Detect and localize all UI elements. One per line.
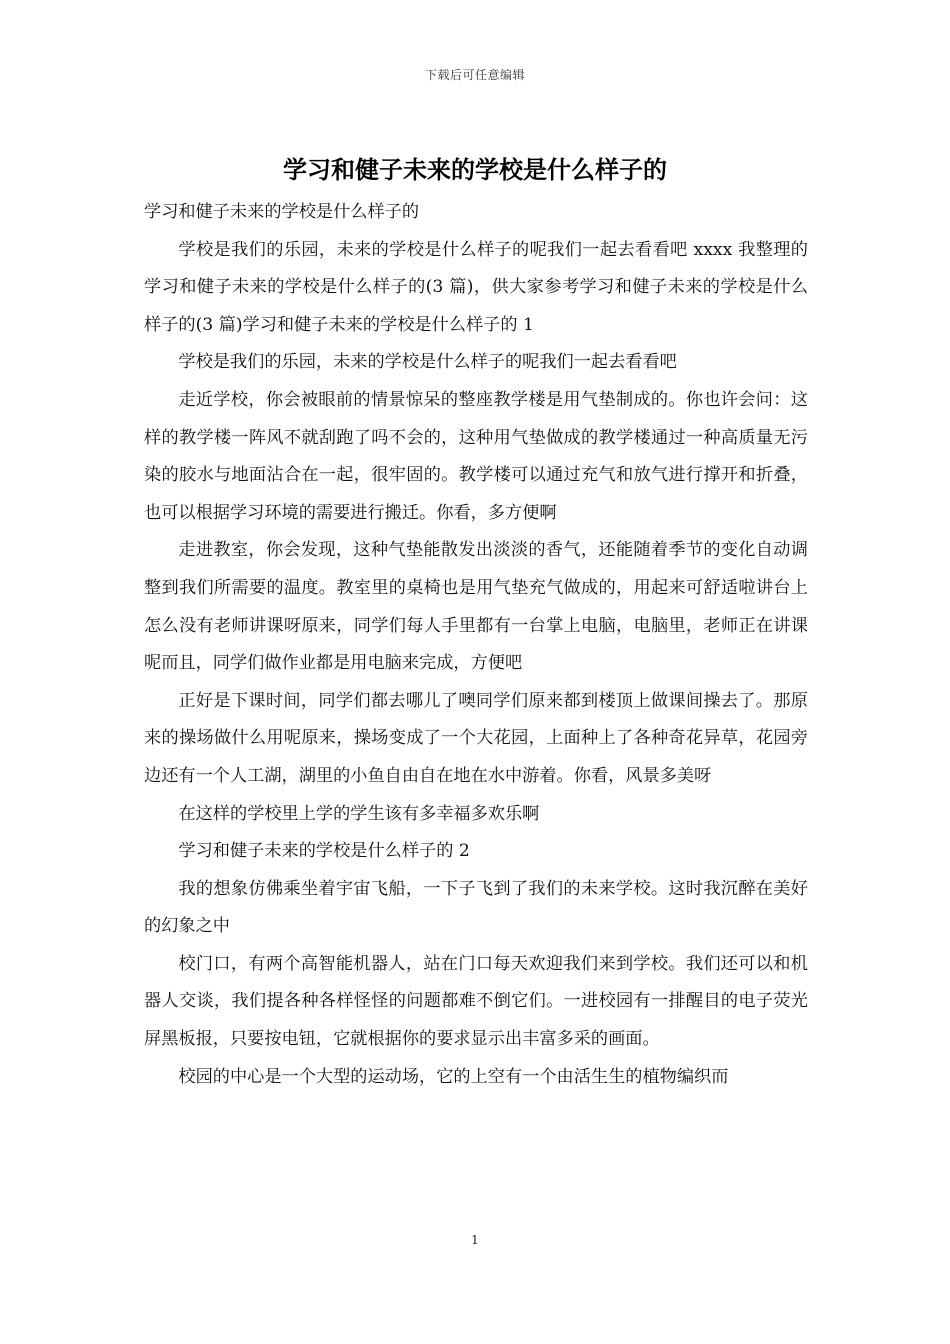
paragraph: 正好是下课时间，同学们都去哪儿了噢同学们原来都到楼顶上做课间操去了。那原来的操场做什么用呢原来，操场变成了一个大花园，上面种上了各种奇花异草，花园旁边还有一个人工湖，湖里的小鱼自由自在地在水中游着。你看，风景多美呀 bbox=[144, 690, 808, 786]
paragraph: 在这样的学校里上学的学生该有多幸福多欢乐啊 bbox=[178, 803, 540, 824]
paragraph: 学习和健子未来的学校是什么样子的 bbox=[144, 202, 420, 222]
paragraph: 学校是我们的乐园，未来的学校是什么样子的呢我们一起去看看吧 xxxx 我整理的学习和健子未来的学校是什么样子的(3 篇)，供大家参考学习和健子未来的学校是什么样子的(3 篇)学习和健子未来的学校是什么样子的 1 bbox=[144, 239, 808, 335]
paragraph: 我的想象仿佛乘坐着宇宙飞船，一下子飞到了我们的未来学校。这时我沉醉在美好的幻象之中 bbox=[144, 878, 808, 937]
paragraph: 走近学校，你会被眼前的情景惊呆的整座教学楼是用气垫制成的。你也许会问：这样的教学楼一阵风不就刮跑了吗不会的，这种用气垫做成的教学楼通过一种高质量无污染的胶水与地面沾合在一起，很牢固的。教学楼可以通过充气和放气进行撑开和折叠，也可以根据学习环境的需要进行搬迁。你看，多方便啊 bbox=[144, 389, 808, 523]
paragraph: 学校是我们的乐园，未来的学校是什么样子的呢我们一起去看看吧 bbox=[178, 352, 677, 373]
document-title: 学习和健子未来的学校是什么样子的 bbox=[283, 155, 667, 184]
page-header: 下载后可任意编辑 bbox=[424, 68, 525, 82]
paragraph: 校门口，有两个高智能机器人，站在门口每天欢迎我们来到学校。我们还可以和机器人交谈，我们提各种各样怪怪的问题都难不倒它们。一进校园有一排醒目的电子荧光屏黑板报，只要按电钮，它就根据你的要求显示出丰富多采的画面。 bbox=[144, 953, 808, 1050]
paragraph: 走进教室，你会发现，这种气垫能散发出淡淡的香气，还能随着季节的变化自动调整到我们所需要的温度。教室里的桌椅也是用气垫充气做成的，用起来可舒适啦讲台上怎么没有老师讲课呀原来，同学们每人手里都有一台掌上电脑，电脑里，老师正在讲课呢而且，同学们做作业都是用电脑来完成，方便吧 bbox=[144, 540, 808, 674]
document-body bbox=[144, 194, 808, 1096]
paragraph: 学习和健子未来的学校是什么样子的 2 bbox=[178, 841, 470, 862]
page-number: 1 bbox=[471, 1233, 479, 1247]
paragraph: 校园的中心是一个大型的运动场，它的上空有一个由活生生的植物编织而 bbox=[178, 1066, 729, 1087]
